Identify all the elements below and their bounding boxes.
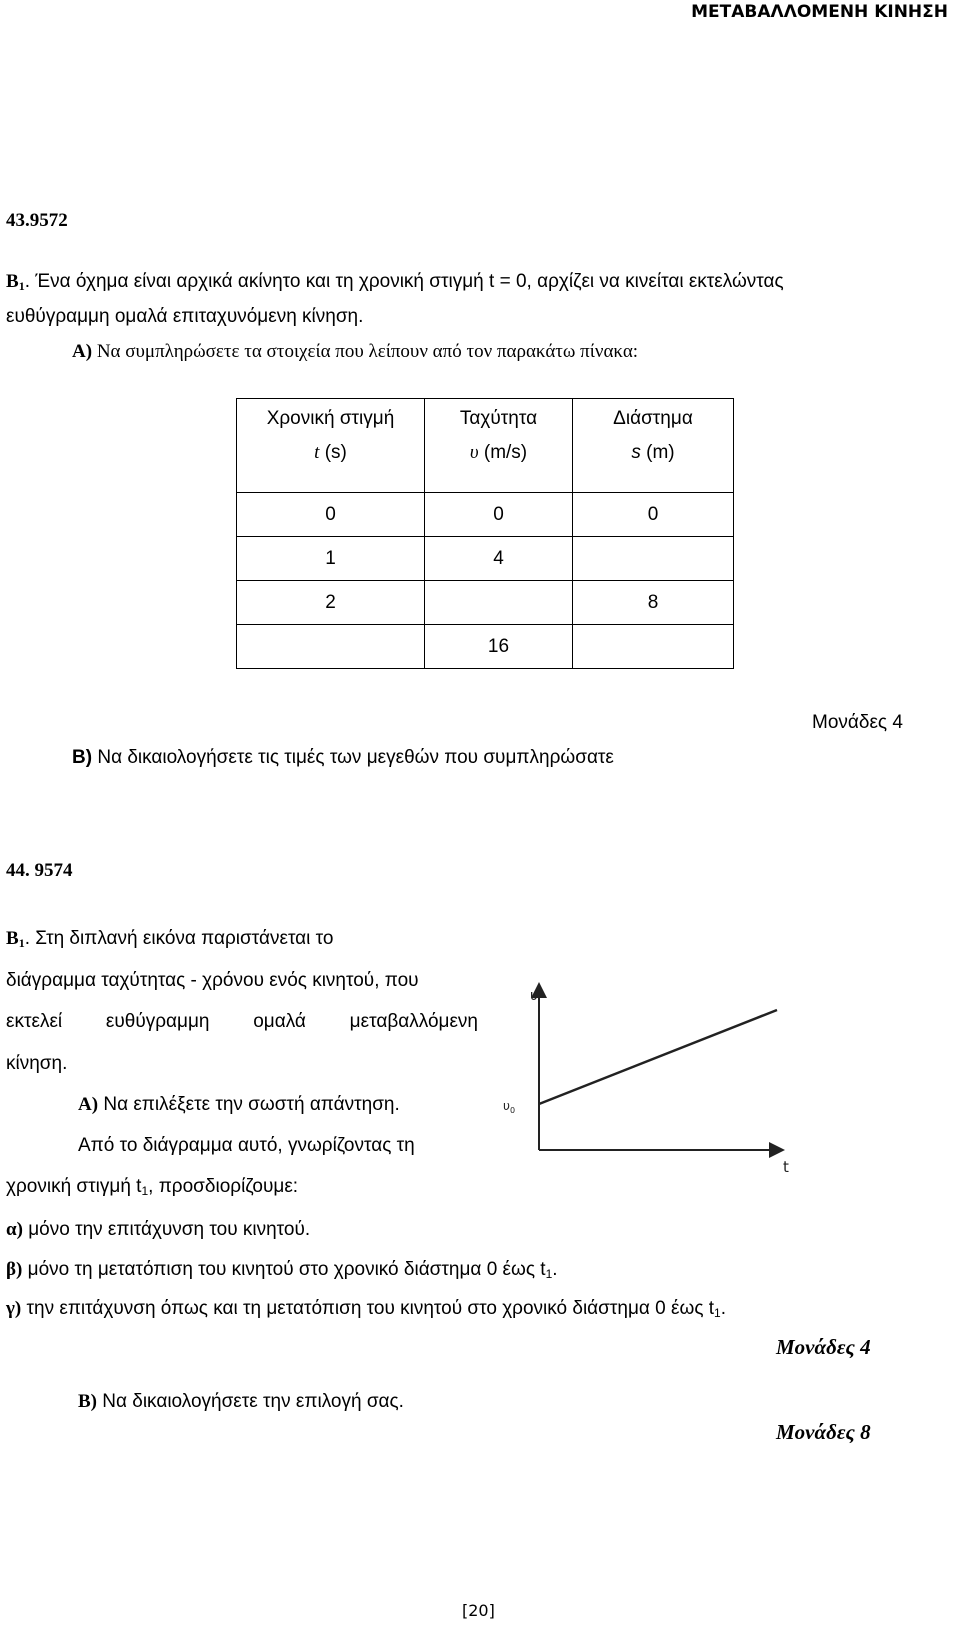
- q44-points-a: Μονάδες 4: [776, 1335, 871, 1359]
- q44-points-b: Μονάδες 8: [776, 1420, 871, 1444]
- table-cell: 2: [237, 581, 425, 625]
- table-cell: 0: [425, 493, 573, 537]
- table-row: [237, 493, 734, 537]
- table-header-unit: υ (m/s): [425, 439, 573, 493]
- q44-option-c: γ) την επιτάχυνση όπως και τη μετατόπιση του κινητού στο χρονικό διάστημα 0 έως $t_1$.: [6, 1298, 727, 1320]
- table-cell: 0: [573, 493, 734, 537]
- q44-option-a: α) μόνο την επιτάχυνση του κινητού.: [6, 1219, 311, 1240]
- table-row: [237, 625, 734, 669]
- q44-option-b: β) μόνο τη μετατόπιση του κινητού στο χρονικό διάστημα 0 έως $t_1$.: [6, 1259, 558, 1281]
- q44-line1: $B_1$ . Στη διπλανή εικόνα παριστάνεται το: [6, 928, 334, 950]
- table-cell: 16: [425, 625, 573, 669]
- y-axis-label: υ: [530, 988, 539, 1004]
- table-cell: 8: [573, 581, 734, 625]
- table-cell: 1: [237, 537, 425, 581]
- table-header-unit: s (m): [573, 439, 734, 493]
- question-number-44: 44. 9574: [6, 860, 73, 881]
- table-row: [237, 581, 734, 625]
- table-cell: 4: [425, 537, 573, 581]
- q44-b1-label: $B_1$: [6, 928, 25, 950]
- q43-table: [236, 398, 734, 669]
- velocity-time-graph: [503, 982, 815, 1202]
- table-cell: 0: [237, 493, 425, 537]
- velocity-line: [539, 1010, 777, 1104]
- page-header-title: ΜΕΤΑΒΑΛΛΟΜΕΝΗ ΚΙΝΗΣΗ: [691, 2, 948, 22]
- x-axis-label: t: [783, 1158, 789, 1176]
- q43-part-b: Β) Να δικαιολογήσετε τις τιμές των μεγεθών που συμπληρώσατε: [72, 747, 614, 768]
- q44-line6: χρονική στιγμή $t_1$, προσδιορίζουμε:: [6, 1176, 299, 1198]
- q44-line3: εκτελεί ευθύγραμμη ομαλά μεταβαλλόμενη: [6, 1011, 478, 1032]
- table-header-unit: t (s): [237, 439, 425, 493]
- table-cell: [573, 537, 734, 581]
- q43-intro-line1: $B_1$. Ένα όχημα είναι αρχικά ακίνητο και τη χρονική στιγμή t = 0, αρχίζει να κινείται εκτελώντας: [6, 271, 784, 293]
- question-number-43: 43.9572: [6, 210, 68, 231]
- q43-points: Μονάδες 4: [812, 712, 903, 733]
- table-row: [237, 537, 734, 581]
- q44-part-b: Β) Να δικαιολογήσετε την επιλογή σας.: [78, 1391, 404, 1412]
- page-number: [20]: [462, 1601, 495, 1620]
- q43-b1-label: $B_1$: [6, 271, 25, 293]
- q44-line4: κίνηση.: [6, 1053, 68, 1074]
- q44-part-a: Α) Να επιλέξετε την σωστή απάντηση.: [78, 1094, 400, 1115]
- table-header-name: Διάστημα: [573, 399, 734, 440]
- q43-intro-line2: ευθύγραμμη ομαλά επιταχυνόμενη κίνηση.: [6, 306, 364, 327]
- intercept-label: $\upsilon_0$: [503, 1099, 516, 1115]
- q44-line5: Από το διάγραμμα αυτό, γνωρίζοντας τη: [78, 1135, 415, 1156]
- table-cell: [425, 581, 573, 625]
- table-cell: [573, 625, 734, 669]
- table-cell: [237, 625, 425, 669]
- table-header-name: Χρονική στιγμή: [237, 399, 425, 440]
- q43-part-a: Α) Να συμπληρώσετε τα στοιχεία που λείπουν από τον παρακάτω πίνακα:: [72, 341, 639, 362]
- q44-line2: διάγραμμα ταχύτητας - χρόνου ενός κινητού, που: [6, 970, 419, 991]
- table-header-name: Ταχύτητα: [425, 399, 573, 440]
